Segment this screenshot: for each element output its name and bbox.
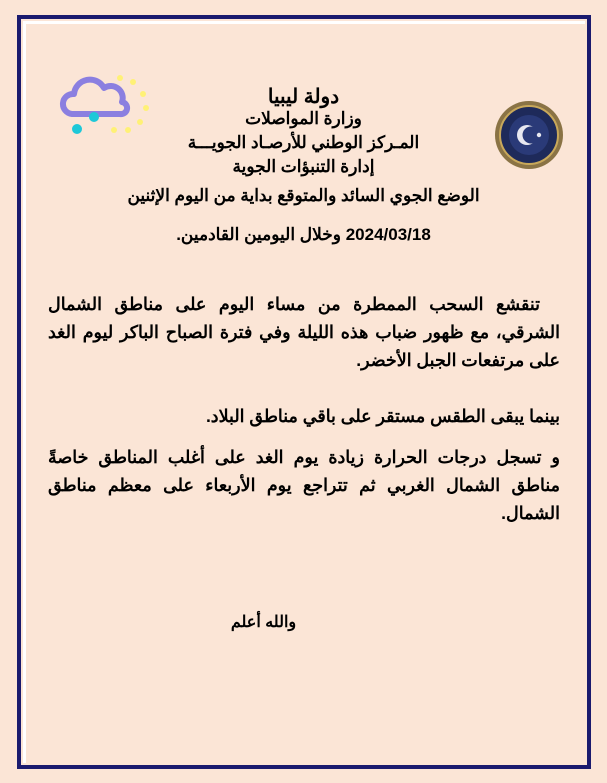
forecast-paragraph-1: تنقشع السحب الممطرة من مساء اليوم على مناطق الشمال الشرقي، مع ظهور ضباب هذه الليلة وفي فترة الصباح الباكر ليوم الغد على مرتفعات الجبل الأخضر. <box>48 294 560 370</box>
report-title-line1: الوضع الجوي السائد والمتوقع بداية من اليوم الإثنين <box>127 186 480 205</box>
ministry-name: وزارة المواصلات <box>245 109 362 128</box>
department-name: إدارة التنبؤات الجوية <box>232 157 375 176</box>
forecast-paragraph-3: و تسجل درجات الحرارة زيادة يوم الغد على أغلب المناطق خاصةً مناطق الشمال الغربي ثم تتراجع يوم الأربعاء على معظم مناطق الشمال. <box>48 447 560 523</box>
center-name: المـركز الوطني للأرصـاد الجويـــة <box>187 133 420 152</box>
country-name: دولة ليبيا <box>267 86 340 108</box>
closing-text: والله أعلم <box>230 614 297 631</box>
report-title-line2: 2024/03/18 وخلال اليومين القادمين. <box>176 225 431 244</box>
forecast-paragraph-2: بينما يبقى الطقس مستقر على باقي مناطق البلاد. <box>205 406 560 426</box>
